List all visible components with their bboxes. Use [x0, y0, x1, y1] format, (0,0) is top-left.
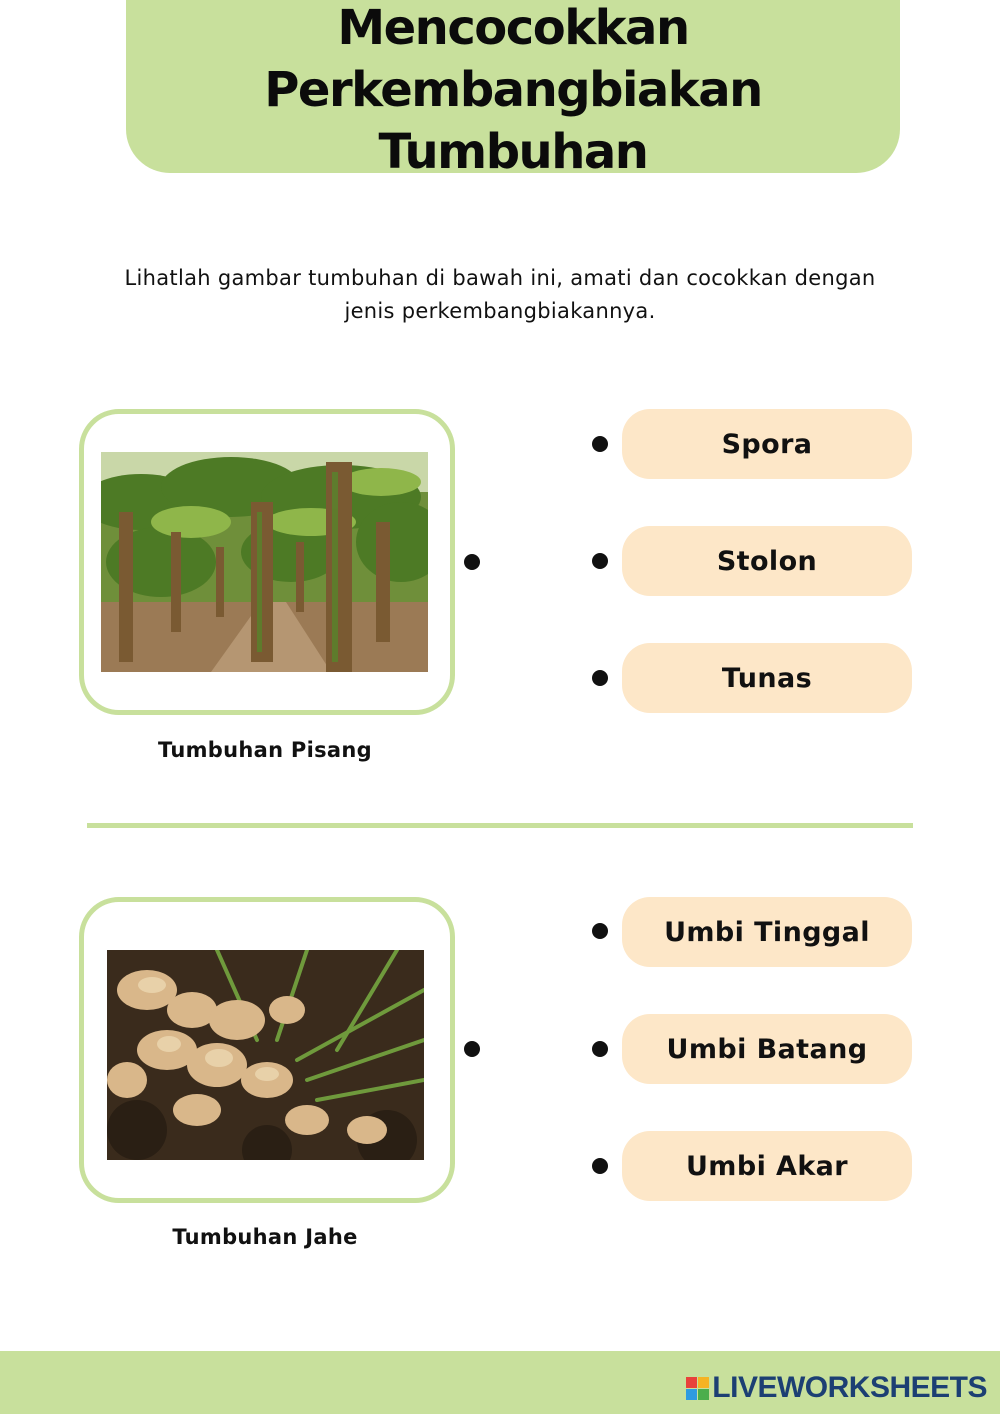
liveworksheets-logo-text: LIVEWORKSHEETS — [712, 1371, 987, 1404]
banana-plant-image — [101, 452, 428, 672]
section-divider — [87, 823, 913, 828]
banana-match-dot[interactable] — [464, 554, 480, 570]
option-dot-tunas[interactable] — [592, 670, 608, 686]
liveworksheets-logo[interactable] — [686, 1373, 987, 1403]
banana-caption: Tumbuhan Pisang — [158, 738, 372, 762]
ginger-caption: Tumbuhan Jahe — [172, 1225, 358, 1249]
title-banner — [126, 0, 900, 180]
ginger-match-dot[interactable] — [464, 1041, 480, 1057]
option-dot-umbi-batang[interactable] — [592, 1041, 608, 1057]
option-umbi-batang[interactable]: Umbi Batang — [622, 1014, 912, 1084]
ginger-photo-frame — [79, 897, 455, 1203]
option-umbi-tinggal[interactable]: Umbi Tinggal — [622, 897, 912, 967]
banana-photo-frame — [79, 409, 455, 715]
instructions-text: Lihatlah gambar tumbuhan di bawah ini, amati dan cocokkan dengan jenis perkembangbiakannya. — [124, 266, 876, 323]
option-umbi-akar[interactable]: Umbi Akar — [622, 1131, 912, 1201]
page-title: Mencocokkan Perkembangbiakan Tumbuhan — [264, 0, 762, 180]
liveworksheets-logo-icon — [686, 1377, 709, 1400]
option-dot-spora[interactable] — [592, 436, 608, 452]
option-dot-stolon[interactable] — [592, 553, 608, 569]
option-dot-umbi-akar[interactable] — [592, 1158, 608, 1174]
option-dot-umbi-tinggal[interactable] — [592, 923, 608, 939]
option-tunas[interactable]: Tunas — [622, 643, 912, 713]
option-stolon[interactable]: Stolon — [622, 526, 912, 596]
ginger-plant-image — [107, 950, 424, 1160]
option-spora[interactable]: Spora — [622, 409, 912, 479]
